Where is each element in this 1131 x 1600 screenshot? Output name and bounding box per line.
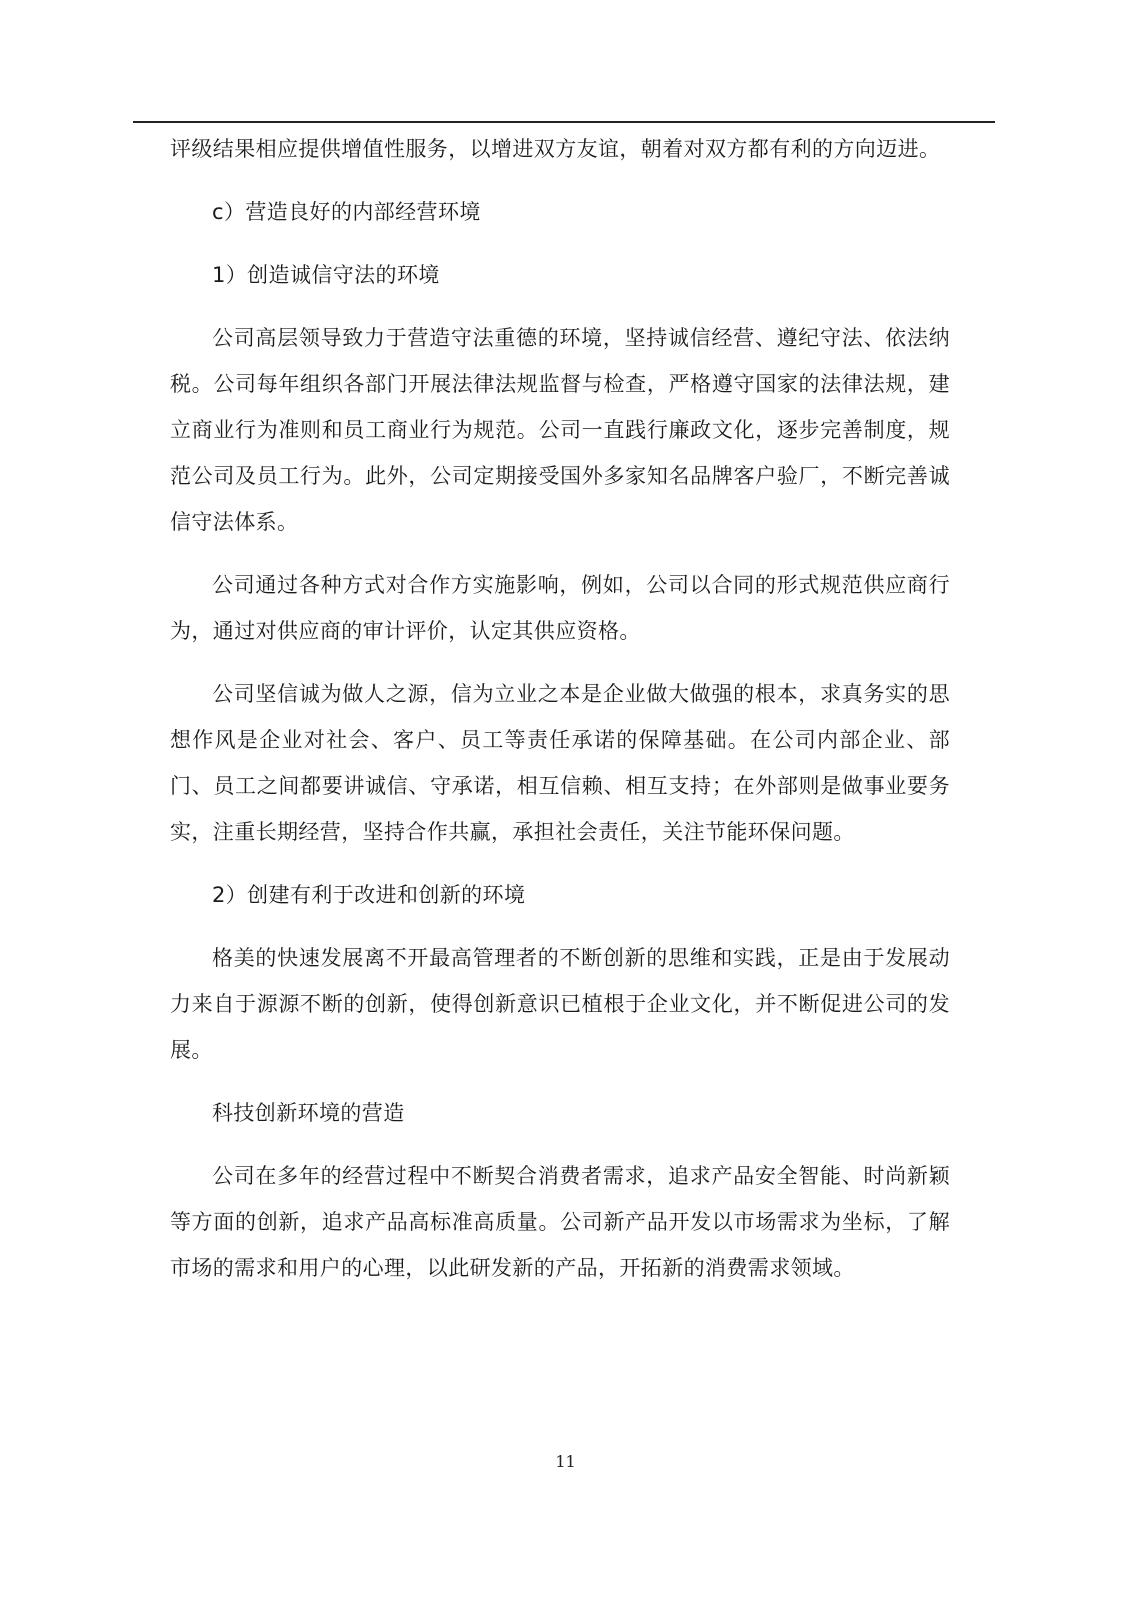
page-number: 11 (555, 1452, 576, 1471)
paragraph-continuation: 评级结果相应提供增值性服务，以增进双方友谊，朝着对双方都有利的方向迈进。 (170, 137, 941, 161)
paragraph-innovation: 格美的快速发展离不开最高管理者的不断创新的思维和实践，正是由于发展动力来自于源源不断的创新，使得创新意识已植根于企业文化，并不断促进公司的发展。 (170, 946, 950, 1062)
paragraph-honesty: 公司坚信诚为做人之源，信为立业之本是企业做大做强的根本，求真务实的思想作风是企业对社会、客户、员工等责任承诺的保障基础。在公司内部企业、部门、员工之间都要讲诚信、守承诺，相互信赖、相互支持；在外部则是做事业要务实，注重长期经营，坚持合作共赢，承担社会责任，关注节能环保问题。 (170, 682, 950, 844)
subheading-tech-innovation: 科技创新环境的营造 (212, 1101, 405, 1125)
page-body (170, 126, 950, 1308)
paragraph-integrity: 公司高层领导致力于营造守法重德的环境，坚持诚信经营、遵纪守法、依法纳税。公司每年组织各部门开展法律法规监督与检查，严格遵守国家的法律法规，建立商业行为准则和员工商业行为规范。公司一直践行廉政文化，逐步完善制度，规范公司及员工行为。此外，公司定期接受国外多家知名品牌客户验厂，不断完善诚信守法体系。 (170, 326, 950, 534)
section-heading-c: c）营造良好的内部经营环境 (212, 200, 481, 224)
paragraph-products: 公司在多年的经营过程中不断契合消费者需求，追求产品安全智能、时尚新颖等方面的创新，追求产品高标准高质量。公司新产品开发以市场需求为坐标，了解市场的需求和用户的心理，以此研发新的产品，开拓新的消费需求领域。 (170, 1164, 950, 1280)
header-rule (133, 121, 995, 123)
subheading-2: 2）创建有利于改进和创新的环境 (212, 883, 526, 907)
subheading-1: 1）创造诚信守法的环境 (212, 263, 440, 287)
paragraph-partners: 公司通过各种方式对合作方实施影响，例如，公司以合同的形式规范供应商行为，通过对供应商的审计评价，认定其供应资格。 (170, 573, 950, 643)
